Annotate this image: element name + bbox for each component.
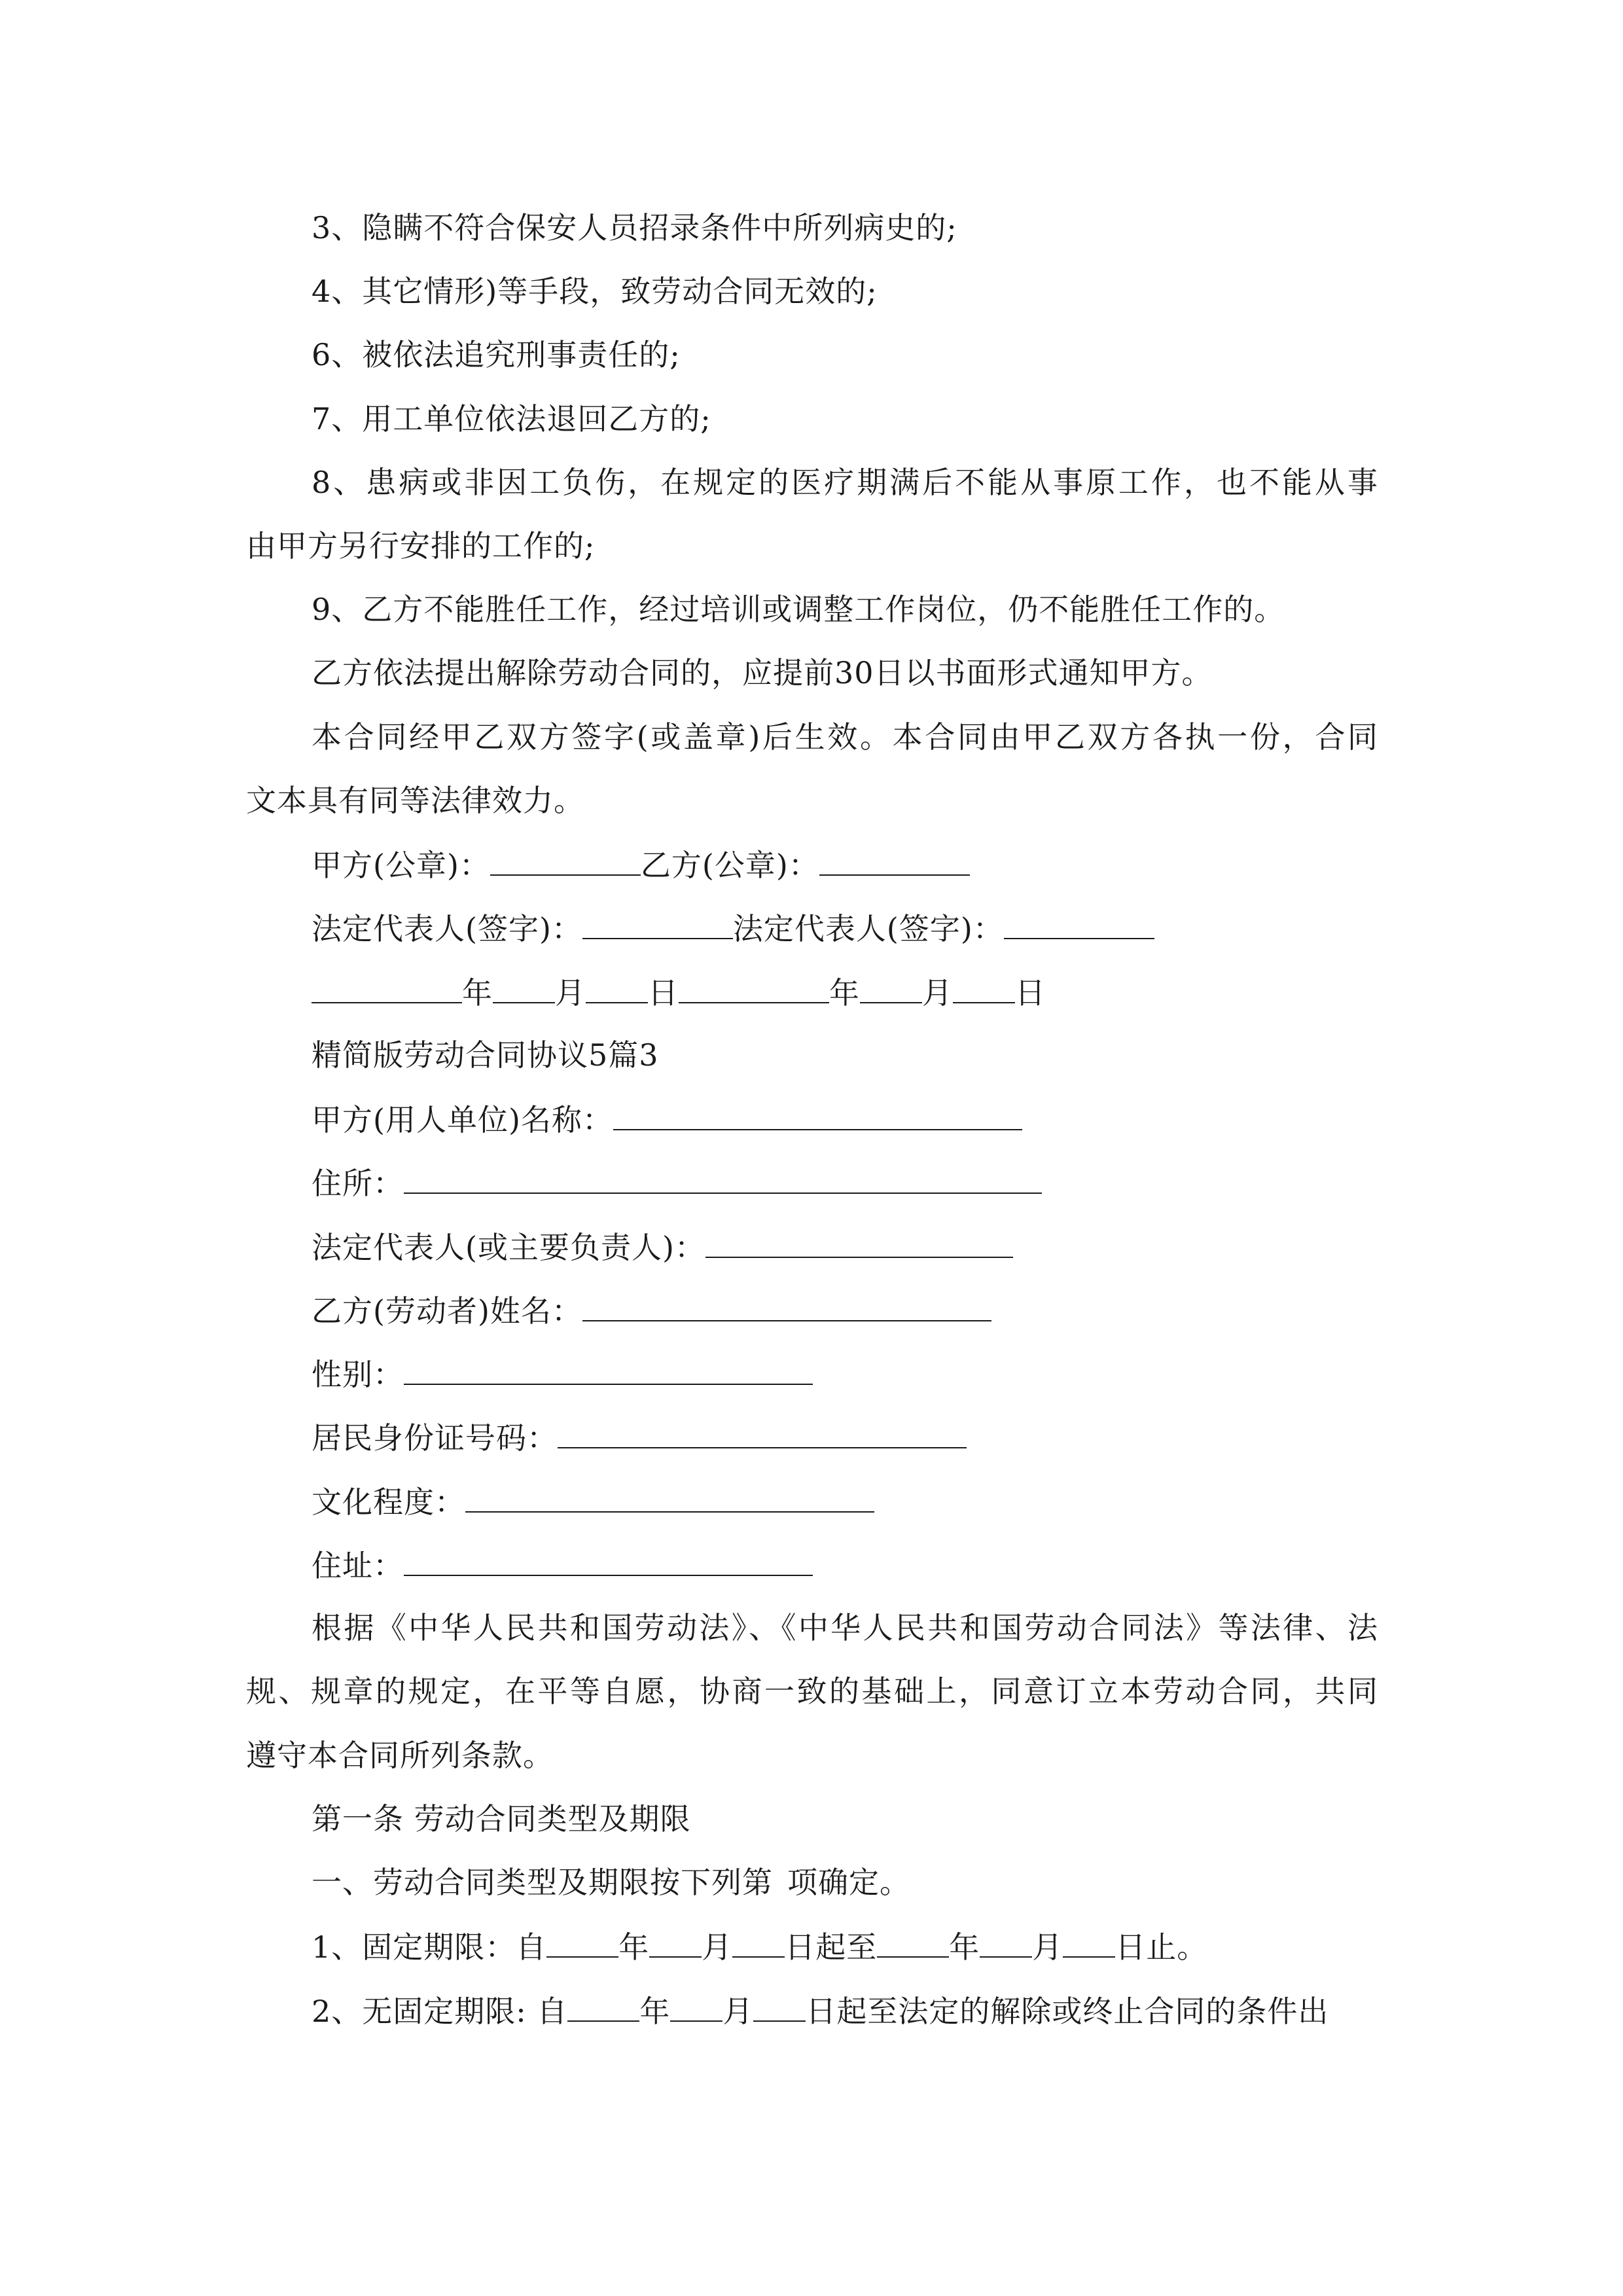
- fixed-to-day-blank[interactable]: [1063, 1920, 1115, 1958]
- fixed-term-label: 1、固定期限：自: [312, 1929, 547, 1965]
- date-b-day-blank[interactable]: [953, 965, 1015, 1003]
- date-a-day-blank[interactable]: [586, 965, 648, 1003]
- article-1-title: 第一条 劳动合同类型及期限: [312, 1801, 691, 1837]
- fixed-from-year-blank[interactable]: [546, 1920, 618, 1958]
- month-label: 月: [922, 975, 953, 1011]
- year-label: 年: [639, 1994, 671, 2029]
- fixed-term-row: [246, 1920, 1378, 1972]
- open-from-month-blank[interactable]: [670, 1984, 722, 2022]
- month-label: 月: [722, 1994, 754, 2029]
- year-label: 年: [618, 1929, 650, 1965]
- legal-rep-label: 法定代表人(或主要负责人)：: [312, 1230, 705, 1265]
- party-a-seal-blank[interactable]: [490, 838, 641, 876]
- resignation-notice: 乙方依法提出解除劳动合同的，应提前30日以书面形式通知甲方。: [312, 655, 1213, 691]
- education-field[interactable]: [465, 1475, 874, 1513]
- residence-label: 住所：: [312, 1166, 404, 1201]
- article-1-intro-text: 一、劳动合同类型及期限按下列第: [312, 1865, 773, 1900]
- id-number-label: 居民身份证号码：: [312, 1420, 558, 1456]
- fixed-to-year-blank[interactable]: [877, 1920, 949, 1958]
- month-label: 月: [555, 975, 586, 1011]
- education-label: 文化程度：: [312, 1484, 465, 1520]
- date-a-year-blank[interactable]: [312, 965, 462, 1003]
- residence-field[interactable]: [404, 1156, 1042, 1194]
- employer-name-label: 甲方(用人单位)名称：: [312, 1102, 613, 1138]
- clause-4: 4、其它情形)等手段，致劳动合同无效的;: [312, 274, 878, 309]
- employee-name-field[interactable]: [582, 1283, 991, 1321]
- legal-rep-field[interactable]: [705, 1220, 1013, 1258]
- gender-row: [246, 1347, 1378, 1399]
- employee-name-label: 乙方(劳动者)姓名：: [312, 1293, 582, 1329]
- party-a-seal-label: 甲方(公章)：: [312, 848, 490, 883]
- date-b-year-blank[interactable]: [679, 965, 829, 1003]
- legal-rep-b-label: 法定代表人(签字)：: [732, 911, 1004, 946]
- section-title: 精简版劳动合同协议5篇3: [312, 1037, 659, 1073]
- residence-row: [246, 1156, 1378, 1208]
- effect-clause-line-2: 文本具有同等法律效力。: [246, 783, 584, 818]
- open-term-row: [246, 1984, 1378, 2036]
- fixed-from-month-blank[interactable]: [649, 1920, 702, 1958]
- seal-line: [246, 838, 1378, 890]
- article-1-intro-end: 项确定。: [787, 1865, 910, 1900]
- basis-paragraph-line-2: 规、规章的规定，在平等自愿，协商一致的基础上，同意订立本劳动合同，共同: [246, 1674, 1378, 1709]
- year-label: 年: [949, 1929, 980, 1965]
- legal-rep-b-blank[interactable]: [1004, 901, 1154, 939]
- article-1-intro: [246, 1856, 1378, 1909]
- address-label: 住址：: [312, 1548, 404, 1583]
- day-label: 日: [648, 975, 679, 1011]
- open-term-rest: 日起至法定的解除或终止合同的条件出: [806, 1994, 1329, 2029]
- signature-date-line: [246, 965, 1378, 1018]
- employer-name-row: [246, 1092, 1378, 1145]
- effect-clause-line-1: 本合同经甲乙双方签字(或盖章)后生效。本合同由甲乙双方各执一份，合同: [312, 719, 1378, 755]
- employer-name-field[interactable]: [613, 1092, 1022, 1130]
- basis-paragraph-line-3: 遵守本合同所列条款。: [246, 1738, 554, 1773]
- clause-9: 9、乙方不能胜任工作，经过培训或调整工作岗位，仍不能胜任工作的。: [312, 592, 1285, 627]
- date-b-month-blank[interactable]: [860, 965, 922, 1003]
- legal-rep-row: [246, 1220, 1378, 1272]
- employee-name-row: [246, 1283, 1378, 1336]
- clause-8-line-1: 8、患病或非因工负伤，在规定的医疗期满后不能从事原工作，也不能从事: [312, 465, 1378, 500]
- legal-rep-a-label: 法定代表人(签字)：: [312, 911, 582, 946]
- fixed-to-month-blank[interactable]: [980, 1920, 1032, 1958]
- month-label: 月: [702, 1929, 733, 1965]
- id-number-field[interactable]: [558, 1410, 967, 1448]
- fixed-end-text: 日止。: [1115, 1929, 1208, 1965]
- clause-3: 3、隐瞒不符合保安人员招录条件中所列病史的;: [312, 210, 957, 245]
- clause-8-line-2: 由甲方另行安排的工作的;: [246, 528, 596, 564]
- party-b-seal-label: 乙方(公章)：: [640, 848, 819, 883]
- legal-rep-signature-line: [246, 901, 1378, 954]
- date-a-month-blank[interactable]: [493, 965, 555, 1003]
- education-row: [246, 1475, 1378, 1527]
- clause-7: 7、用工单位依法退回乙方的;: [312, 401, 711, 437]
- clause-6: 6、被依法追究刑事责任的;: [312, 337, 681, 372]
- basis-paragraph-line-1: 根据《中华人民共和国劳动法》、《中华人民共和国劳动合同法》等法律、法: [312, 1610, 1378, 1645]
- fixed-from-text: 日起至: [785, 1929, 878, 1965]
- gender-label: 性别：: [312, 1357, 404, 1392]
- address-row: [246, 1538, 1378, 1590]
- open-term-label: 2、无固定期限: 自: [312, 1994, 568, 2029]
- year-label: 年: [462, 975, 493, 1011]
- month-label: 月: [1032, 1929, 1063, 1965]
- year-label: 年: [829, 975, 860, 1011]
- legal-rep-a-blank[interactable]: [582, 901, 733, 939]
- address-field[interactable]: [404, 1538, 813, 1576]
- open-from-day-blank[interactable]: [753, 1984, 806, 2022]
- open-from-year-blank[interactable]: [567, 1984, 639, 2022]
- fixed-from-day-blank[interactable]: [732, 1920, 785, 1958]
- gender-field[interactable]: [404, 1347, 813, 1385]
- day-label: 日: [1015, 975, 1046, 1011]
- id-number-row: [246, 1410, 1378, 1463]
- party-b-seal-blank[interactable]: [819, 838, 970, 876]
